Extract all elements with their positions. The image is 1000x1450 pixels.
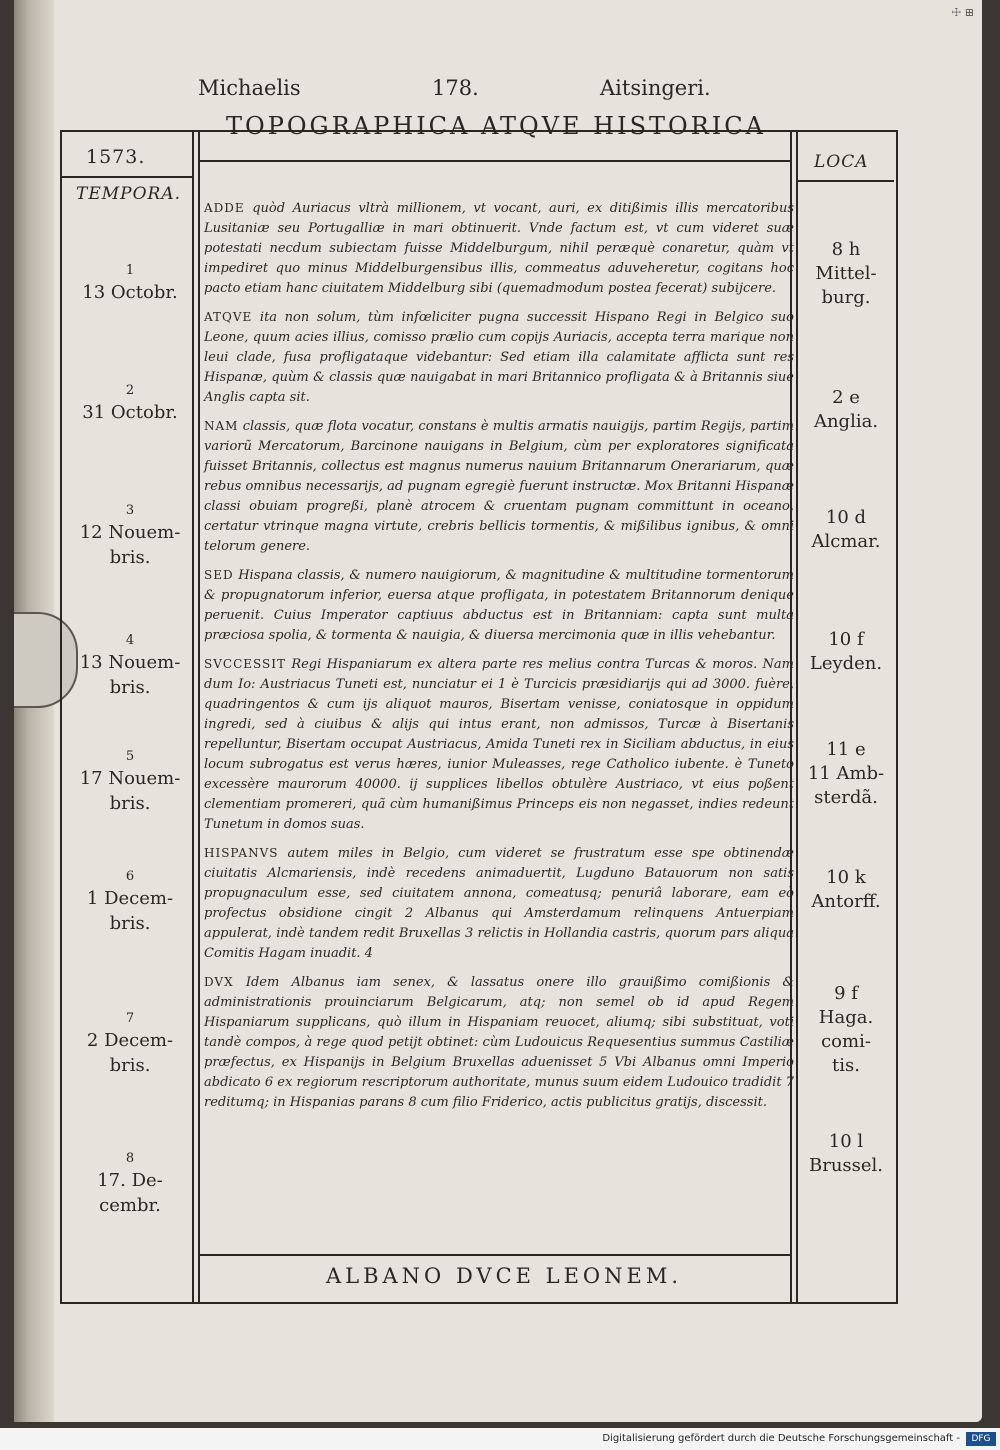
paragraph-text: autem miles in Belgio, cum videret se frustratum esse spe obtinendæ ciuitatis Alcmariensis, indè recedens animaduertit, Lugduno Batauorum non satis propugnaculum esse, sed ciuitatem annona, comeatusq; penuriâ laborare, eam eò profectus obsidione cingit 2 Albanus qui Amsterdamum relinquens Antuerpiam appulerat, indè tandem redit Bruxellas 3 relictis in Hollandia castris, quorum pars aliqua Comitis Hagam inuadit. 4: [204, 846, 794, 961]
date-line: 31 Octobr.: [82, 402, 178, 423]
paragraph-text: classis, quæ flota vocatur, constans è multis armatis nauigijs, partim Regijs, partim variorũ Mercatorum, Barcinone nauigans in Belgium, cùm per exploratores significata fuisset Britannis, collectus est magnus numerus nauium Britannarum Onerariarum, quæ rebus omnibus necessarijs, ad pugnam egregiè fuerunt instructæ. Mox Britanni Hispanæ classi obuiam progreßi, planè atrocem & cruentam pugnam committunt in oceano, certatur vtrinque magna virtute, crebris bellicis tormentis, & mißilibus ignibus, & omni telorum genere.: [204, 419, 794, 554]
page-edge: [14, 0, 54, 1422]
date-entry: [68, 382, 192, 425]
paragraph-lead: ATQVE: [204, 310, 253, 324]
date-line: 17 Nouem-: [79, 768, 181, 789]
note-number: 8: [125, 1151, 135, 1166]
place-entry: [800, 506, 892, 554]
running-head-left: Michaelis: [198, 76, 301, 100]
place-entry: [800, 238, 892, 310]
place-line: Mittel-: [815, 263, 877, 284]
library-stamp: ☩ ⊞: [951, 6, 974, 19]
footer-bar: [0, 1428, 1000, 1450]
footer-text: Digitalisierung gefördert durch die Deutsche Forschungsgemeinschaft -: [602, 1433, 960, 1444]
place-line: Leyden.: [809, 653, 883, 674]
left-column-rule-2: [198, 130, 200, 1302]
page-number: 178.: [432, 76, 479, 100]
place-line: comi-: [821, 1031, 871, 1052]
place-line: Anglia.: [813, 411, 879, 432]
paragraph-text: quòd Auriacus vltrà millionem, vt vocant, auri, ex ditißimis illis mercatoribus Lusitaniæ seu Portugalliæ in mari obtinuerit. Vnde factum est, vt cum videret suæ potestati necdum subiectam fuisse Middelburgum, nihil peræquè conaretur, quàm vt impediret quo minus Middelburgensibus illis, commeatus aduveheretur, cogitans hoc pacto etiam hanc ciuitatem Middelburg sibi (quemadmodum postea fecerat) subijcere.: [204, 201, 794, 296]
note-number: 3: [125, 503, 135, 518]
place-line: 2 e: [832, 387, 860, 408]
paragraph-lead: SVCCESSIT: [204, 657, 286, 671]
paragraph-lead: NAM: [204, 419, 239, 433]
place-line: 9 f: [834, 983, 858, 1004]
bottom-rule: [198, 1254, 792, 1256]
paragraph-text: Regi Hispaniarum ex altera parte res melius contra Turcas & moros. Nam dum Io: Austriacus Tuneti est, nunciatur ei 1 è Turcicis præsidiarijs qui ad 3000. fuère, quadringentos & cum ijs aliquot mauros, Bisertam venisse, coniatosque in oppidum ingredi, sed à ciuibus & alijs qui intus erant, non admissos, Turcæ à Bisertanis repelluntur, Bisertam occupat Austriacus, Amida Tuneti rex in Siciliam abductus, in eius locum subrogatus est verus hæres, iunior Muleasses, rege Catholico iubente. è Tuneto excessère maurorum 40000. ij supplices libellos obtulère Austriaco, vt eius poßent clementiam promereri, quã cùm humanißimus Princeps eis non negasset, indies redeunt Tunetum in domos suas.: [204, 657, 794, 832]
right-header-rule: [796, 180, 894, 182]
date-line: 13 Octobr.: [82, 282, 178, 303]
place-line: 10 d: [825, 507, 867, 528]
place-line: Brussel.: [808, 1155, 884, 1176]
place-line: 11 Amb-: [807, 763, 885, 784]
year: 1573.: [86, 146, 146, 168]
date-line: bris.: [109, 793, 151, 814]
date-entry: [68, 868, 192, 936]
note-number: 7: [125, 1011, 135, 1026]
left-header-rule: [60, 176, 194, 178]
paragraph-text: Hispana classis, & numero nauigiorum, & magnitudine & multitudine tormentorum & propugnatorum inferior, euersa atque profligata, in potestatem Britannorum denique peruenit. Cuius Imperator captiuus abductus est in Britanniam: capta sunt multa præciosa spolia, & tormenta & nauigia, & diuersa mercimonia quæ in illis vehebantur.: [204, 568, 794, 643]
paragraph-text: ita non solum, tùm infœliciter pugna successit Hispano Regi in Belgico suo Leone, quum acies illius, comisso prælio cum copijs Auriacis, accepta terra marique non leui clade, fusa profligataque videbantur: Sed etiam illa calamitate afflicta sunt res Hispanæ, quùm & classis quæ nauigabat in mari Britannico profligata & à Britannis siue Anglis capta sit.: [204, 310, 794, 405]
place-line: Antorff.: [811, 891, 881, 912]
bottom-title: ALBANO DVCE LEONEM.: [325, 1264, 683, 1288]
paragraph: [204, 843, 794, 964]
place-line: Haga.: [818, 1007, 874, 1028]
note-number: 1: [125, 263, 135, 278]
left-column-rule: [192, 130, 194, 1302]
place-line: 11 e: [826, 739, 866, 760]
date-line: 12 Nouem-: [79, 522, 181, 543]
place-line: Alcmar.: [811, 531, 881, 552]
date-line: cembr.: [99, 1195, 161, 1216]
page-title: TOPOGRAPHICA ATQVE HISTORICA: [226, 112, 766, 140]
paragraph: [204, 654, 794, 835]
date-line: 2 Decem-: [86, 1030, 174, 1051]
place-line: tis.: [832, 1055, 860, 1076]
date-entry: [68, 748, 192, 816]
date-line: bris.: [109, 913, 151, 934]
paragraph-lead: SED: [204, 568, 234, 582]
paragraph-lead: DVX: [204, 975, 234, 989]
date-line: 17. De-: [97, 1170, 163, 1191]
place-line: 10 f: [828, 629, 864, 650]
place-entry: [800, 386, 892, 434]
place-line: 10 l: [828, 1131, 864, 1152]
date-entry: [68, 1150, 192, 1218]
date-entry: [68, 1010, 192, 1078]
place-entry: [800, 1130, 892, 1178]
dfg-logo: DFG: [966, 1432, 996, 1446]
paragraph-lead: HISPANVS: [204, 846, 279, 860]
place-line: sterdã.: [814, 787, 878, 808]
place-entry: [800, 982, 892, 1078]
note-number: 4: [125, 633, 135, 648]
paragraph-lead: ADDE: [204, 201, 245, 215]
note-number: 6: [125, 869, 135, 884]
note-number: 2: [125, 383, 135, 398]
paragraph: [204, 416, 794, 557]
date-line: bris.: [109, 547, 151, 568]
place-entry: [800, 866, 892, 914]
title-rule: [198, 160, 792, 162]
date-entry: [68, 262, 192, 305]
tempora-heading: TEMPORA.: [76, 184, 182, 204]
paragraph: [204, 307, 794, 408]
date-line: bris.: [109, 677, 151, 698]
place-line: 8 h: [831, 239, 861, 260]
running-head-right: Aitsingeri.: [600, 76, 711, 100]
right-column-rule: [796, 130, 798, 1302]
place-line: 10 k: [826, 867, 866, 888]
date-line: 13 Nouem-: [79, 652, 181, 673]
paragraph: [204, 972, 794, 1113]
note-number: 5: [125, 749, 135, 764]
date-line: bris.: [109, 1055, 151, 1076]
place-entry: [800, 738, 892, 810]
loca-heading: LOCA: [814, 152, 869, 172]
paragraph: [204, 198, 794, 299]
date-line: 1 Decem-: [86, 888, 174, 909]
place-line: burg.: [821, 287, 871, 308]
paragraph-text: Idem Albanus iam senex, & lassatus onere illo grauißimo comißionis & administrationis prouinciarum Belgicarum, atq; non semel ob id apud Regem Hispaniarum supplicans, quò illum in Hispaniam reuocet, aliumq; sibi substituat, voti tandè compos, à rege quod petijt obtinet: cùm Ludouicus Requesentius summus Castiliæ præfectus, ex Hispanijs in Belgium Bruxellas aduenisset 5 Vbi Albanus omni Imperio abdicato 6 ex regiorum rescriptorum authoritate, munus suum eidem Ludouico tradidit 7 reditumq; in Hispanias parans 8 cum filio Friderico, actis publicitus gratijs, discessit.: [204, 975, 794, 1110]
place-entry: [800, 628, 892, 676]
paragraph: [204, 565, 794, 646]
date-entry: [68, 632, 192, 700]
date-entry: [68, 502, 192, 570]
main-text: [204, 198, 794, 1121]
